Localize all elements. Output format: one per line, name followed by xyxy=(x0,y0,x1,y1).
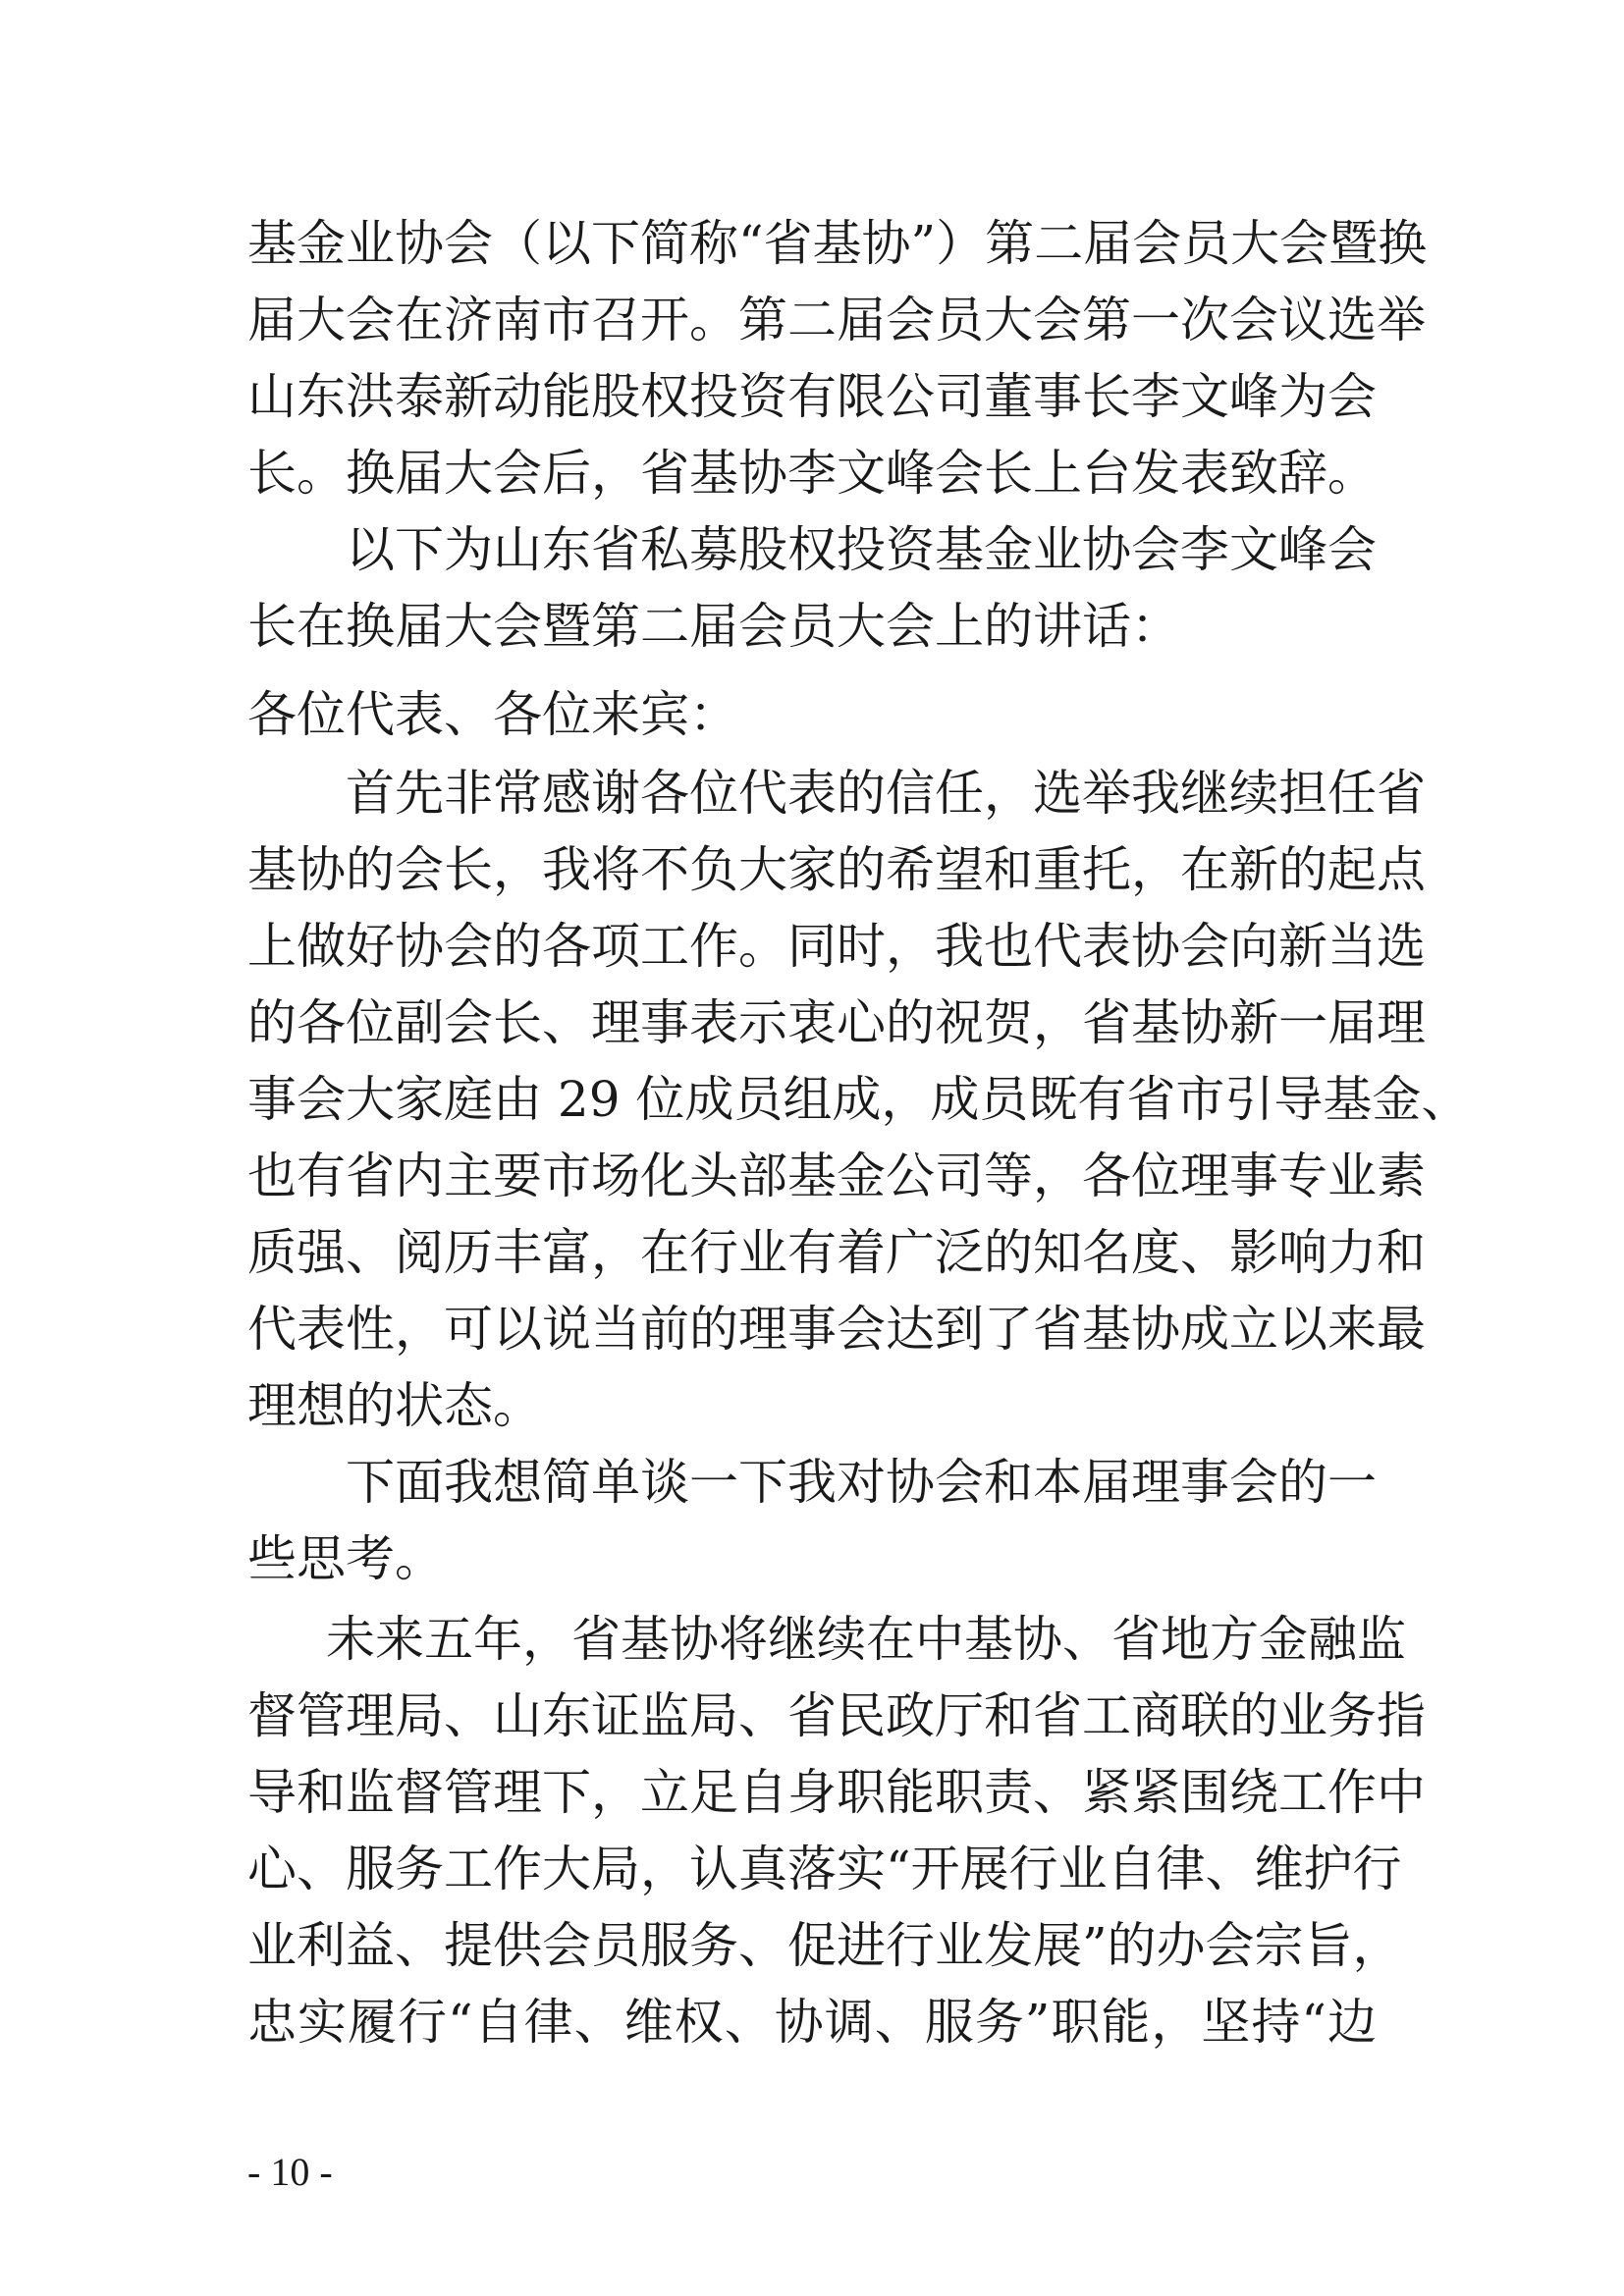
text-line: 基金业协会（以下简称“省基协”）第二届会员大会暨换 xyxy=(247,215,1428,272)
text-line: 上做好协会的各项工作。同时，我也代表协会向新当选 xyxy=(247,918,1426,975)
text-line: 督管理局、山东证监局、省民政厅和省工商联的业务指 xyxy=(247,1687,1426,1744)
text-line: 也有省内主要市场化头部基金公司等，各位理事专业素 xyxy=(247,1148,1426,1204)
text-line: 以下为山东省私募股权投资基金业协会李文峰会 xyxy=(346,521,1377,578)
text-line: 导和监督管理下，立足自身职能职责、紧紧围绕工作中 xyxy=(247,1764,1426,1821)
text-line: 下面我想简单谈一下我对协会和本届理事会的一 xyxy=(346,1454,1377,1511)
text-line: 质强、阅历丰富，在行业有着广泛的知名度、影响力和 xyxy=(247,1224,1426,1281)
text-line: 理想的状态。 xyxy=(247,1377,542,1434)
text-line: 事会大家庭由 29 位成员组成，成员既有省市引导基金、 xyxy=(247,1071,1471,1128)
text-line: 心、服务工作大局，认真落实“开展行业自律、维护行 xyxy=(247,1841,1402,1897)
text-line: 长在换届大会暨第二届会员大会上的讲话： xyxy=(247,598,1180,655)
text-line: 的各位副会长、理事表示衷心的祝贺，省基协新一届理 xyxy=(247,994,1426,1051)
text-line: 代表性，可以说当前的理事会达到了省基协成立以来最 xyxy=(247,1301,1426,1358)
page-number: - 10 - xyxy=(247,2150,333,2194)
text-line: 业利益、提供会员服务、促进行业发展”的办会宗旨， xyxy=(247,1917,1402,1974)
text-line: 首先非常感谢各位代表的信任，选举我继续担任省 xyxy=(346,765,1426,822)
salutation: 各位代表、各位来宾： xyxy=(247,686,738,743)
text-line: 忠实履行“自律、维权、协调、服务”职能，坚持“边 xyxy=(247,1994,1377,2051)
text-line: 些思考。 xyxy=(247,1530,444,1587)
text-line: 山东洪泰新动能股权投资有限公司董事长李文峰为会 xyxy=(247,368,1377,425)
text-line: 基协的会长，我将不负大家的希望和重托，在新的起点 xyxy=(247,841,1426,898)
text-line: 届大会在济南市召开。第二届会员大会第一次会议选举 xyxy=(247,292,1426,348)
text-line: 未来五年，省基协将继续在中基协、省地方金融监 xyxy=(326,1611,1406,1668)
text-line: 长。换届大会后，省基协李文峰会长上台发表致辞。 xyxy=(247,445,1377,502)
